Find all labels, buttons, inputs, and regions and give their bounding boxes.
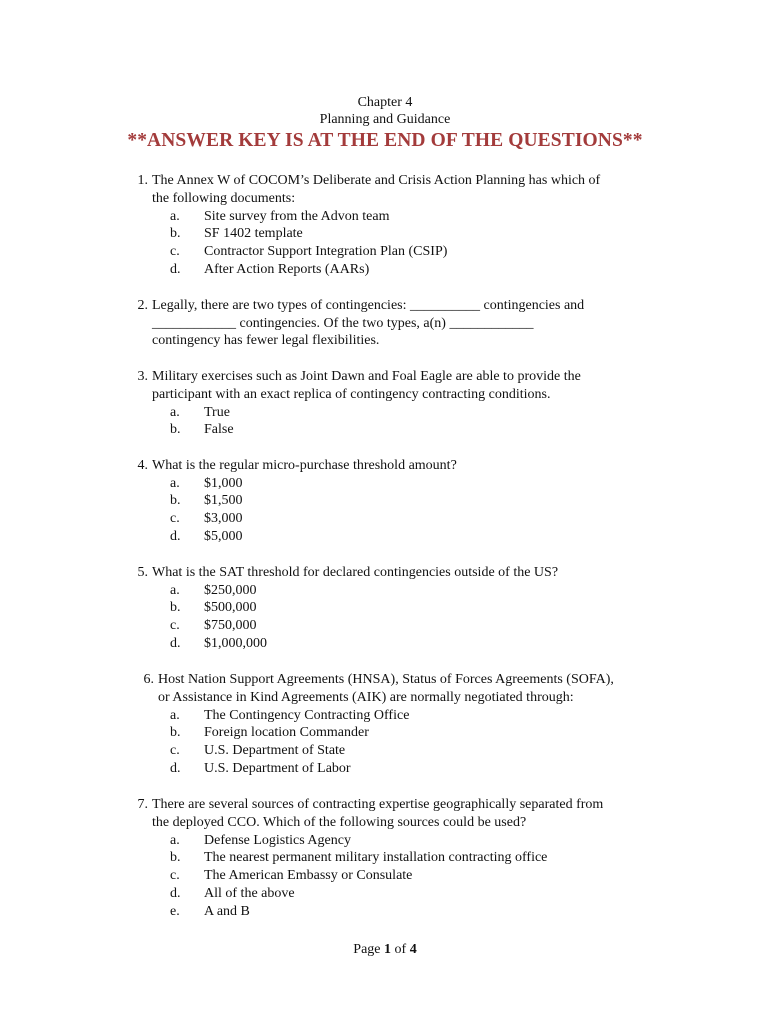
option-letter: a. [170,707,180,723]
of-word: of [394,942,407,957]
option-letter: c. [170,244,180,260]
option-letter: b. [170,226,181,242]
question-text [152,564,672,582]
question-text [152,796,672,831]
option-text: The nearest permanent military installation contracting office [204,850,548,866]
question-line: What is the SAT threshold for declared contingencies outside of the US? [152,565,559,580]
question-number: 2. [137,298,148,313]
option-text: U.S. Department of State [204,743,346,759]
option-letter: c. [170,743,180,759]
option-text: False [204,422,234,438]
option-letter: d. [170,529,181,545]
option-text: SF 1402 template [204,226,303,242]
option-text: True [204,404,230,420]
question-line: Military exercises such as Joint Dawn and Foal Eagle are able to provide the [152,369,581,384]
option-letter: a. [170,582,180,598]
question-number: 3. [137,369,148,384]
chapter-subtitle: Planning and Guidance [319,112,451,127]
question-line: Host Nation Support Agreements (HNSA), Status of Forces Agreements (SOFA), [158,672,614,687]
option-letter: d. [170,636,181,652]
question-line: participant with an exact replica of contingency contracting conditions. [152,386,551,402]
option-letter: c. [170,618,180,634]
option-text: $3,000 [204,511,243,527]
option-letter: d. [170,885,181,901]
option-letter: c. [170,511,180,527]
question-line: There are several sources of contracting expertise geographically separated from [152,797,604,812]
option-text: All of the above [204,885,295,901]
question-line: ____________ contingencies. Of the two types, a(n) ____________ [152,315,534,331]
option-letter: b. [170,600,181,616]
answer-key-notice: **ANSWER KEY IS AT THE END OF THE QUESTIONS** [127,130,643,151]
question-line: Legally, there are two types of contingencies: __________ contingencies and [152,298,585,313]
question-text [158,671,678,706]
option-letter: d. [170,261,181,277]
option-text: Foreign location Commander [204,725,369,741]
option-letter: d. [170,760,181,776]
page-footer [0,942,770,958]
question-line: What is the regular micro-purchase threshold amount? [152,458,457,473]
option-text: U.S. Department of Labor [204,760,351,776]
option-text: $5,000 [204,529,243,545]
question-number: 1. [137,173,148,188]
page-word: Page [353,942,381,957]
question-line: the following documents: [152,190,296,206]
option-letter: b. [170,850,181,866]
option-text: $1,000 [204,475,243,491]
option-text: Defense Logistics Agency [204,832,351,848]
option-letter: b. [170,422,181,438]
option-letter: b. [170,725,181,741]
option-text: $500,000 [204,600,257,616]
question-number: 7. [137,797,148,812]
option-letter: a. [170,208,180,224]
question-text [152,172,672,207]
total-pages-number: 4 [409,942,417,957]
question-number: 6. [143,672,154,687]
question-text [152,457,672,475]
option-letter: c. [170,868,180,884]
option-text: $250,000 [204,582,257,598]
question-line: The Annex W of COCOM’s Deliberate and Crisis Action Planning has which of [152,173,601,188]
option-text: The American Embassy or Consulate [204,868,413,884]
option-letter: a. [170,832,180,848]
question-text [152,368,672,403]
question-line: contingency has fewer legal flexibilities. [152,333,380,349]
option-text: After Action Reports (AARs) [204,261,370,277]
option-letter: b. [170,493,181,509]
option-text: $1,000,000 [204,636,267,652]
option-letter: a. [170,475,180,491]
question-line: the deployed CCO. Which of the following sources could be used? [152,814,527,830]
question-number: 4. [137,458,148,473]
option-letter: e. [170,903,180,919]
question-number: 5. [137,565,148,580]
document-header [0,94,770,128]
option-text: Contractor Support Integration Plan (CSIP) [204,244,448,260]
chapter-label: Chapter 4 [357,95,413,110]
option-text: $750,000 [204,618,257,634]
option-letter: a. [170,404,180,420]
option-text: A and B [204,903,250,919]
option-text: The Contingency Contracting Office [204,707,410,723]
current-page-number: 1 [384,942,392,957]
option-text: $1,500 [204,493,243,509]
question-text [152,297,672,350]
option-text: Site survey from the Advon team [204,208,390,224]
question-line: or Assistance in Kind Agreements (AIK) are normally negotiated through: [158,689,574,705]
